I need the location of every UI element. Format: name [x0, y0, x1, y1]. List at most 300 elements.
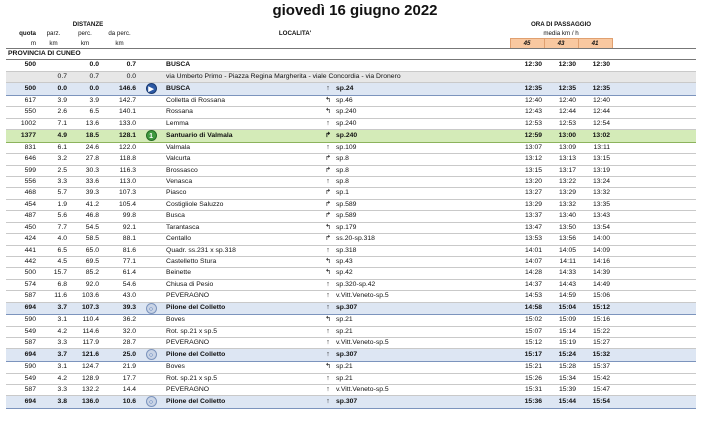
localita-header: LOCALITA': [278, 30, 312, 38]
time-45-cell: 15:17: [510, 349, 544, 362]
time-43-cell: 15:19: [544, 338, 578, 349]
spacer-cell: [612, 95, 696, 106]
localita-cell: Rot. sp.21 x sp.5: [164, 373, 322, 384]
localita-cell: Valcurta: [164, 154, 322, 165]
marker-cell: [138, 384, 164, 395]
percorsi-cell: 0.0: [69, 60, 101, 71]
localita-cell: Beinette: [164, 268, 322, 279]
percorsi-cell: 41.2: [69, 199, 101, 210]
table-row: [6, 338, 696, 349]
direction-arrow-icon: ↑: [322, 118, 334, 129]
spacer-cell: [426, 165, 510, 176]
spacer-cell: [612, 177, 696, 188]
percorsi-cell: 110.4: [69, 315, 101, 326]
time-45-cell: 12:43: [510, 107, 544, 118]
road-cell: sp.8: [334, 165, 426, 176]
header-row-1: [6, 20, 696, 29]
time-45-cell: 14:53: [510, 291, 544, 302]
localita-cell: PEVERAGNO: [164, 291, 322, 302]
spacer-cell: [426, 154, 510, 165]
da-percorrere-cell: 25.0: [101, 349, 138, 362]
table-row: [6, 279, 696, 290]
direction-arrow-icon: ↑: [322, 279, 334, 290]
parziale-cell: 4.9: [38, 130, 69, 143]
da-percorrere-cell: 81.6: [101, 245, 138, 256]
speed-41: 41: [578, 39, 612, 49]
road-cell: sp.307: [334, 396, 426, 409]
da-percorrere-cell: 28.7: [101, 338, 138, 349]
marker-cell: [138, 142, 164, 153]
time-45-cell: 13:15: [510, 165, 544, 176]
marker-cell: [138, 199, 164, 210]
direction-arrow-icon: ↱: [322, 234, 334, 245]
marker-cell: [138, 302, 164, 315]
spacer-cell: [426, 279, 510, 290]
percorsi-cell: 18.5: [69, 130, 101, 143]
localita-cell: Boves: [164, 315, 322, 326]
da-percorrere-cell: 116.3: [101, 165, 138, 176]
direction-arrow-icon: ↑: [322, 384, 334, 395]
time-43-cell: 14:43: [544, 279, 578, 290]
spacer-cell: [426, 396, 510, 409]
marker-cell: [138, 165, 164, 176]
direction-arrow-icon: ↑: [322, 326, 334, 337]
time-43-cell: 13:50: [544, 222, 578, 233]
table-row: [6, 188, 696, 199]
spacer-cell: [612, 338, 696, 349]
time-41-cell: 13:32: [578, 188, 612, 199]
spacer-cell: [426, 130, 510, 143]
percorsi-cell: 46.8: [69, 211, 101, 222]
spacer-cell: [426, 302, 510, 315]
spacer-cell: [426, 373, 510, 384]
time-45-cell: 14:01: [510, 245, 544, 256]
time-43-cell: 13:32: [544, 199, 578, 210]
marker-cell: [138, 338, 164, 349]
localita-cell: Lemma: [164, 118, 322, 129]
marker-cell: [138, 60, 164, 71]
table-row: [6, 118, 696, 129]
direction-arrow-icon: ↑: [322, 177, 334, 188]
time-43-cell: 12:53: [544, 118, 578, 129]
spacer-cell: [612, 211, 696, 222]
quota-header: quota: [19, 30, 36, 38]
percorsi-cell: 85.2: [69, 268, 101, 279]
parziale-cell: 6.8: [38, 279, 69, 290]
table-row: [6, 130, 696, 143]
localita-cell: Piasco: [164, 188, 322, 199]
localita-cell: Venasca: [164, 177, 322, 188]
parziale-cell: 4.2: [38, 326, 69, 337]
time-41-cell: 15:42: [578, 373, 612, 384]
parziale-cell: 3.1: [38, 315, 69, 326]
percorsi-cell: 114.6: [69, 326, 101, 337]
spacer-cell: [612, 326, 696, 337]
quota-cell: [6, 71, 38, 82]
road-cell: v.Vitt.Veneto-sp.5: [334, 291, 426, 302]
localita-cell: Tarantasca: [164, 222, 322, 233]
da-percorrere-cell: 54.6: [101, 279, 138, 290]
da-percorrere-cell: 107.3: [101, 188, 138, 199]
time-41-cell: 13:35: [578, 199, 612, 210]
time-45-cell: 15:02: [510, 315, 544, 326]
time-43-cell: 15:44: [544, 396, 578, 409]
marker-cell: [138, 326, 164, 337]
da-percorrere-cell: 10.6: [101, 396, 138, 409]
circuit-marker-icon: ○: [146, 349, 157, 360]
parziale-cell: 3.3: [38, 177, 69, 188]
localita-cell: PEVERAGNO: [164, 338, 322, 349]
spacer-cell: [612, 245, 696, 256]
da-percorrere-cell: 122.0: [101, 142, 138, 153]
road-cell: v.Vitt.Veneto-sp.5: [334, 384, 426, 395]
parziale-cell: 3.7: [38, 302, 69, 315]
percorsi-cell: 30.3: [69, 165, 101, 176]
quota-cell: 694: [6, 396, 38, 409]
spacer-cell: [612, 60, 696, 71]
da-percorrere-cell: 0.7: [101, 60, 138, 71]
da-percorrere-cell: 142.7: [101, 95, 138, 106]
time-43-cell: 15:04: [544, 302, 578, 315]
time-43-cell: 12:44: [544, 107, 578, 118]
marker-cell: [138, 130, 164, 143]
table-row: [6, 234, 696, 245]
parz-header: parz.: [46, 30, 61, 38]
time-43-cell: 15:14: [544, 326, 578, 337]
marker-cell: [138, 245, 164, 256]
spacer-cell: [612, 222, 696, 233]
direction-arrow-icon: ↰: [322, 256, 334, 267]
localita-cell: Pilone del Colletto: [164, 396, 322, 409]
spacer-cell: [426, 177, 510, 188]
quota-cell: 450: [6, 222, 38, 233]
spacer-cell: [612, 165, 696, 176]
road-cell: sp.109: [334, 142, 426, 153]
parziale-cell: 5.6: [38, 211, 69, 222]
parziale-cell: 0.7: [38, 71, 69, 82]
marker-cell: [138, 349, 164, 362]
time-45-cell: 14:07: [510, 256, 544, 267]
time-43-cell: 15:24: [544, 349, 578, 362]
road-cell: sp.318: [334, 245, 426, 256]
da-percorrere-cell: 39.3: [101, 302, 138, 315]
quota-unit: m: [6, 39, 38, 49]
parziale-cell: 3.9: [38, 95, 69, 106]
direction-arrow-icon: ↑: [322, 302, 334, 315]
time-41-cell: 13:15: [578, 154, 612, 165]
time-43-cell: 12:35: [544, 83, 578, 96]
time-41-cell: 12:35: [578, 83, 612, 96]
time-41-cell: 14:49: [578, 279, 612, 290]
da-perc-header: da perc.: [108, 30, 131, 38]
spacer-cell: [612, 291, 696, 302]
percorsi-cell: 136.0: [69, 396, 101, 409]
da-percorrere-cell: 146.6: [101, 83, 138, 96]
da-percorrere-cell: 105.4: [101, 199, 138, 210]
speed-45: 45: [510, 39, 544, 49]
parziale-cell: 3.2: [38, 154, 69, 165]
da-percorrere-cell: 36.2: [101, 315, 138, 326]
da-percorrere-cell: 14.4: [101, 384, 138, 395]
circuit-marker-icon: ○: [146, 303, 157, 314]
time-41-cell: 15:54: [578, 396, 612, 409]
spacer-cell: [426, 338, 510, 349]
direction-arrow-icon: ↱: [322, 154, 334, 165]
localita-cell: BUSCA: [164, 83, 322, 96]
da-percorrere-cell: 77.1: [101, 256, 138, 267]
marker-cell: [138, 362, 164, 373]
road-cell: sp.21: [334, 362, 426, 373]
road-cell: sp.240: [334, 107, 426, 118]
time-43-cell: 13:17: [544, 165, 578, 176]
spacer-cell: [612, 154, 696, 165]
time-45-cell: 15:21: [510, 362, 544, 373]
spacer-cell: [426, 234, 510, 245]
header-row-2: [6, 29, 696, 39]
time-43-cell: 13:09: [544, 142, 578, 153]
da-percorrere-cell: 21.9: [101, 362, 138, 373]
road-cell: sp.8: [334, 154, 426, 165]
localita-cell: Santuario di Valmala: [164, 130, 322, 143]
parziale-cell: [38, 60, 69, 71]
localita-cell: Chiusa di Pesio: [164, 279, 322, 290]
spacer-cell: [612, 349, 696, 362]
spacer-cell: [612, 362, 696, 373]
time-41-cell: 15:22: [578, 326, 612, 337]
spacer-cell: [426, 315, 510, 326]
localita-cell: BUSCA: [164, 60, 322, 71]
road-cell: sp.240: [334, 118, 426, 129]
parziale-cell: 3.3: [38, 338, 69, 349]
quota-cell: 424: [6, 234, 38, 245]
spacer-cell: [426, 83, 510, 96]
percorsi-cell: 92.0: [69, 279, 101, 290]
time-45-cell: 15:31: [510, 384, 544, 395]
parziale-cell: 2.5: [38, 165, 69, 176]
marker-cell: [138, 154, 164, 165]
time-43-cell: 15:28: [544, 362, 578, 373]
parziale-cell: 7.7: [38, 222, 69, 233]
spacer-cell: [426, 291, 510, 302]
spacer-cell: [612, 83, 696, 96]
da-percorrere-cell: 140.1: [101, 107, 138, 118]
table-row: [6, 302, 696, 315]
localita-cell: Brossasco: [164, 165, 322, 176]
time-41-cell: 12:54: [578, 118, 612, 129]
percorsi-cell: 6.5: [69, 107, 101, 118]
time-41-cell: 12:30: [578, 60, 612, 71]
direction-arrow-icon: ↑: [322, 349, 334, 362]
time-45-cell: 15:12: [510, 338, 544, 349]
quota-cell: 441: [6, 245, 38, 256]
itinerary-table: [6, 20, 696, 409]
time-43-cell: 12:40: [544, 95, 578, 106]
time-45-cell: 14:37: [510, 279, 544, 290]
percorsi-cell: 39.3: [69, 188, 101, 199]
time-41-cell: 15:27: [578, 338, 612, 349]
time-43-cell: 15:34: [544, 373, 578, 384]
spacer-cell: [426, 60, 510, 71]
table-row: [6, 291, 696, 302]
spacer-cell: [612, 396, 696, 409]
table-row: [6, 245, 696, 256]
quota-cell: 549: [6, 326, 38, 337]
time-41-cell: 15:37: [578, 362, 612, 373]
table-row: [6, 315, 696, 326]
table-row: [6, 107, 696, 118]
time-45-cell: 15:07: [510, 326, 544, 337]
parziale-cell: 3.1: [38, 362, 69, 373]
table-row: [6, 95, 696, 106]
spacer-cell: [426, 142, 510, 153]
time-45-cell: 12:53: [510, 118, 544, 129]
direction-arrow-icon: ↱: [322, 199, 334, 210]
da-percorrere-cell: 17.7: [101, 373, 138, 384]
spacer-cell: [426, 199, 510, 210]
quota-cell: 487: [6, 211, 38, 222]
parziale-cell: 15.7: [38, 268, 69, 279]
table-row: [6, 362, 696, 373]
route-description: via Umberto Primo - Piazza Regina Margherita - viale Concordia - via Dronero: [164, 71, 696, 82]
time-45-cell: 13:47: [510, 222, 544, 233]
spacer-cell: [612, 279, 696, 290]
quota-cell: 549: [6, 373, 38, 384]
spacer-cell: [426, 245, 510, 256]
road-cell: [334, 60, 426, 71]
direction-arrow-icon: ↰: [322, 107, 334, 118]
marker-cell: [138, 71, 164, 82]
spacer-cell: [612, 315, 696, 326]
road-cell: sp.307: [334, 302, 426, 315]
percorsi-cell: 27.8: [69, 154, 101, 165]
spacer-cell: [612, 142, 696, 153]
table-row: [6, 222, 696, 233]
parziale-cell: 2.6: [38, 107, 69, 118]
time-43-cell: 15:39: [544, 384, 578, 395]
time-41-cell: 14:09: [578, 245, 612, 256]
da-percorrere-cell: 88.1: [101, 234, 138, 245]
marker-cell: [138, 107, 164, 118]
percorsi-cell: 24.6: [69, 142, 101, 153]
da-percorrere-cell: 61.4: [101, 268, 138, 279]
parziale-cell: 6.1: [38, 142, 69, 153]
direction-arrow-icon: ↑: [322, 245, 334, 256]
quota-cell: 1377: [6, 130, 38, 143]
spacer-cell: [612, 130, 696, 143]
road-cell: sp.21: [334, 315, 426, 326]
percorsi-cell: 103.6: [69, 291, 101, 302]
localita-cell: Busca: [164, 211, 322, 222]
table-row: [6, 349, 696, 362]
quota-cell: 500: [6, 83, 38, 96]
localita-cell: Pilone del Colletto: [164, 302, 322, 315]
time-43-cell: 13:13: [544, 154, 578, 165]
time-43-cell: 14:05: [544, 245, 578, 256]
marker-cell: [138, 83, 164, 96]
road-cell: sp.179: [334, 222, 426, 233]
parziale-cell: 3.7: [38, 349, 69, 362]
spacer-cell: [612, 118, 696, 129]
spacer-cell: [426, 256, 510, 267]
percorsi-cell: 13.6: [69, 118, 101, 129]
marker-cell: [138, 268, 164, 279]
spacer-cell: [612, 302, 696, 315]
quota-cell: 590: [6, 315, 38, 326]
quota-cell: 500: [6, 60, 38, 71]
marker-cell: [138, 373, 164, 384]
time-43-cell: 13:29: [544, 188, 578, 199]
da-percorrere-cell: 99.8: [101, 211, 138, 222]
time-41-cell: 15:32: [578, 349, 612, 362]
time-41-cell: 15:47: [578, 384, 612, 395]
time-43-cell: 13:56: [544, 234, 578, 245]
percorsi-cell: 0.7: [69, 71, 101, 82]
quota-cell: 831: [6, 142, 38, 153]
time-41-cell: 15:16: [578, 315, 612, 326]
percorsi-cell: 128.9: [69, 373, 101, 384]
quota-cell: 1002: [6, 118, 38, 129]
percorsi-cell: 3.9: [69, 95, 101, 106]
localita-cell: Pilone del Colletto: [164, 349, 322, 362]
road-cell: sp.1: [334, 188, 426, 199]
header-row-3: [6, 39, 696, 49]
time-45-cell: 14:58: [510, 302, 544, 315]
time-41-cell: 13:24: [578, 177, 612, 188]
time-43-cell: 15:09: [544, 315, 578, 326]
parziale-cell: 4.2: [38, 373, 69, 384]
marker-cell: [138, 211, 164, 222]
da-perc-unit: km: [101, 39, 138, 49]
spacer-cell: [426, 349, 510, 362]
table-row: [6, 71, 696, 82]
time-41-cell: 13:19: [578, 165, 612, 176]
time-43-cell: 13:40: [544, 211, 578, 222]
parziale-cell: 1.9: [38, 199, 69, 210]
quota-cell: 468: [6, 188, 38, 199]
da-percorrere-cell: 32.0: [101, 326, 138, 337]
marker-cell: [138, 188, 164, 199]
localita-cell: PEVERAGNO: [164, 384, 322, 395]
time-45-cell: 12:40: [510, 95, 544, 106]
percorsi-cell: 58.5: [69, 234, 101, 245]
media-header: media km / h: [543, 30, 579, 37]
table-row: [6, 396, 696, 409]
marker-cell: [138, 315, 164, 326]
speed-43: 43: [544, 39, 578, 49]
time-43-cell: 12:30: [544, 60, 578, 71]
spacer-cell: [612, 188, 696, 199]
quota-cell: 587: [6, 384, 38, 395]
marker-cell: [138, 222, 164, 233]
marker-cell: [138, 118, 164, 129]
spacer-cell: [426, 211, 510, 222]
circuit-marker-icon: ○: [146, 396, 157, 407]
spacer-cell: [612, 199, 696, 210]
percorsi-cell: 117.9: [69, 338, 101, 349]
quota-cell: 587: [6, 338, 38, 349]
road-cell: sp.42: [334, 268, 426, 279]
direction-arrow-icon: ↑: [322, 396, 334, 409]
perc-unit: km: [69, 39, 101, 49]
table-row: [6, 268, 696, 279]
table-row: [6, 142, 696, 153]
direction-arrow-icon: ↱: [322, 188, 334, 199]
road-cell: ss.20-sp.318: [334, 234, 426, 245]
marker-cell: [138, 177, 164, 188]
ora-di-passaggio-header: ORA DI PASSAGGIO: [530, 21, 592, 28]
spacer-cell: [612, 373, 696, 384]
time-45-cell: 13:37: [510, 211, 544, 222]
